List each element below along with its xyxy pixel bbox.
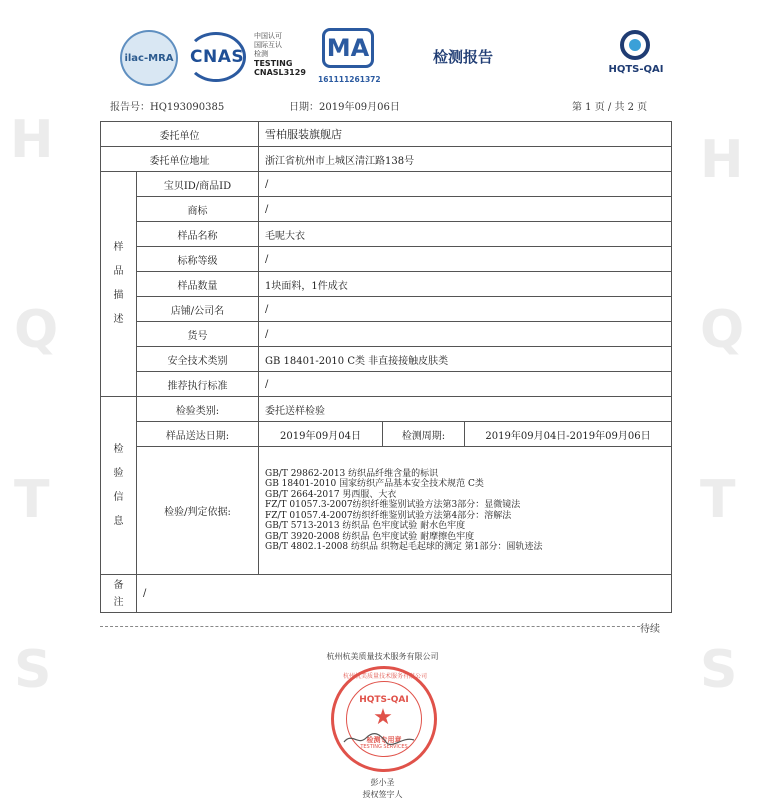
sample-group-label: [101, 172, 137, 397]
basis-line: GB/T 4802.1-2008 纺织品 织物起毛起球的测定 第1部分：圆轨迹法: [265, 542, 543, 552]
cnas-text-line: TESTING: [254, 59, 293, 68]
test-period-label: 检测周期:: [383, 422, 465, 447]
sample-label: 宝贝ID/商品ID: [137, 172, 259, 197]
group-char: 息: [113, 515, 124, 527]
page-indicator: 第 1 页 / 共 2 页: [572, 102, 648, 113]
continued-label: 待续: [640, 624, 660, 635]
hqts-logo-text: HQTS-QAI: [608, 64, 664, 75]
client-name-value: 雪柏服装旗舰店: [259, 122, 672, 147]
group-char: 品: [113, 266, 124, 277]
sample-row: [101, 197, 672, 222]
cnas-logo-text: CNAS: [190, 47, 245, 67]
client-name-label: 委托单位: [101, 122, 259, 147]
sample-row: [101, 172, 672, 197]
test-period-value: 2019年09月04日-2019年09月06日: [465, 422, 672, 447]
watermark-icon: S: [14, 640, 52, 700]
sample-value: /: [259, 322, 672, 347]
watermark-icon: T: [700, 470, 736, 530]
official-stamp: [331, 666, 437, 772]
cnas-logo: [186, 32, 246, 82]
sample-row: [101, 297, 672, 322]
ilac-mra-logo: [120, 30, 178, 86]
sample-row: [101, 372, 672, 397]
sample-row: [101, 247, 672, 272]
sample-value: /: [259, 247, 672, 272]
report-date: 日期：2019年09月06日: [289, 102, 400, 113]
sample-value: 1块面料，1件成衣: [259, 272, 672, 297]
basis-list: [259, 447, 672, 575]
sample-value: /: [259, 297, 672, 322]
inspection-type-value: 委托送样检验: [259, 397, 672, 422]
group-char: 述: [113, 314, 124, 325]
basis-line: FZ/T 01057.4-2007纺织纤维鉴别试验方法第4部分：溶解法: [265, 510, 512, 521]
sample-label: 货号: [137, 322, 259, 347]
watermark-icon: Q: [700, 300, 745, 360]
stamp-name: HQTS-QAI: [359, 695, 409, 705]
group-char: 备: [113, 579, 124, 591]
group-char: 验: [113, 467, 124, 479]
remarks-label: [101, 575, 137, 613]
sample-value: /: [259, 197, 672, 222]
handwritten-signature: [340, 730, 420, 748]
sample-value: /: [259, 372, 672, 397]
stamp-arc-text: 杭州杭美质量技术服务有限公司: [342, 673, 427, 680]
report-title: 检测报告: [433, 48, 494, 66]
star-icon: ★: [373, 705, 393, 730]
watermark-icon: H: [700, 130, 744, 190]
basis-line: GB/T 29862-2013 纺织品纤维含量的标识: [265, 468, 439, 479]
sample-value: 毛呢大衣: [259, 222, 672, 247]
magnifier-icon: [620, 30, 650, 60]
inspection-dates-row: [101, 422, 672, 447]
company-name: 杭州杭美质量技术服务有限公司: [326, 652, 439, 661]
cnas-accreditation-text: [254, 32, 324, 77]
cnas-text-line: 检测: [254, 50, 268, 58]
cma-number: 161111261372: [318, 75, 381, 84]
basis-line: GB 18401-2010 国家纺织产品基本安全技术规范 C类: [265, 479, 484, 489]
client-address-label: 委托单位地址: [101, 147, 259, 172]
sample-row: [101, 322, 672, 347]
group-char: 描: [113, 290, 124, 301]
remarks-row: [101, 575, 672, 613]
basis-label: 检验/判定依据:: [137, 447, 259, 575]
stamp-seal-text: 检测专用章: [366, 735, 402, 744]
basis-line: FZ/T 01057.3-2007纺织纤维鉴别试验方法第3部分：显微镜法: [265, 500, 521, 510]
group-char: 样: [113, 242, 124, 253]
sample-label: 样品数量: [137, 272, 259, 297]
watermark-icon: T: [14, 470, 50, 530]
basis-line: GB/T 5713-2013 纺织品 色牢度试验 耐水色牢度: [265, 521, 466, 531]
basis-line: GB/T 2664-2017 男西服、大衣: [265, 489, 397, 500]
report-table: [100, 121, 672, 613]
cnas-text-line: 国际互认: [254, 41, 282, 49]
sample-row: [101, 222, 672, 247]
sample-value: /: [259, 172, 672, 197]
watermark-icon: S: [700, 640, 738, 700]
remarks-value: /: [137, 575, 672, 613]
basis-line: GB/T 3920-2008 纺织品 色牢度试验 耐摩擦色牢度: [265, 531, 475, 542]
hqts-logo: [600, 30, 672, 82]
signer-role: 授权签字人: [362, 790, 403, 799]
sample-label: 样品名称: [137, 222, 259, 247]
received-date-value: 2019年09月04日: [259, 422, 383, 447]
client-address-row: [101, 147, 672, 172]
cnas-text-line: CNASL3129: [254, 68, 306, 77]
sample-value: GB 18401-2010 C类 非直接接触皮肤类: [259, 347, 672, 372]
client-name-row: [101, 122, 672, 147]
cma-logo-text: MA: [326, 34, 370, 62]
sample-label: 标称等级: [137, 247, 259, 272]
inspection-type-label: 检验类别:: [137, 397, 259, 422]
ilac-logo-text: ilac-MRA: [124, 52, 174, 64]
sample-row: [101, 347, 672, 372]
watermark-icon: Q: [14, 300, 59, 360]
continuation-line: [100, 626, 640, 627]
sample-label: 推荐执行标准: [137, 372, 259, 397]
group-char: 信: [113, 491, 124, 503]
cnas-text-line: 中国认可: [254, 32, 282, 40]
signer-name: 彭小圣: [370, 778, 395, 787]
inspection-group-label: [101, 397, 137, 575]
sample-row: [101, 272, 672, 297]
cma-logo: [318, 28, 378, 76]
group-char: 检: [113, 443, 124, 455]
sample-label: 店铺/公司名: [137, 297, 259, 322]
inspection-basis-row: [101, 447, 672, 575]
stamp-sub-text: TESTING SERVICES: [360, 744, 408, 750]
watermark-icon: H: [10, 110, 54, 170]
sample-label: 安全技术类别: [137, 347, 259, 372]
client-address-value: 浙江省杭州市上城区清江路138号: [259, 147, 672, 172]
received-date-label: 样品送达日期:: [137, 422, 259, 447]
group-char: 注: [113, 596, 124, 608]
report-number: 报告号：HQ193090385: [110, 102, 225, 113]
inspection-type-row: [101, 397, 672, 422]
sample-label: 商标: [137, 197, 259, 222]
